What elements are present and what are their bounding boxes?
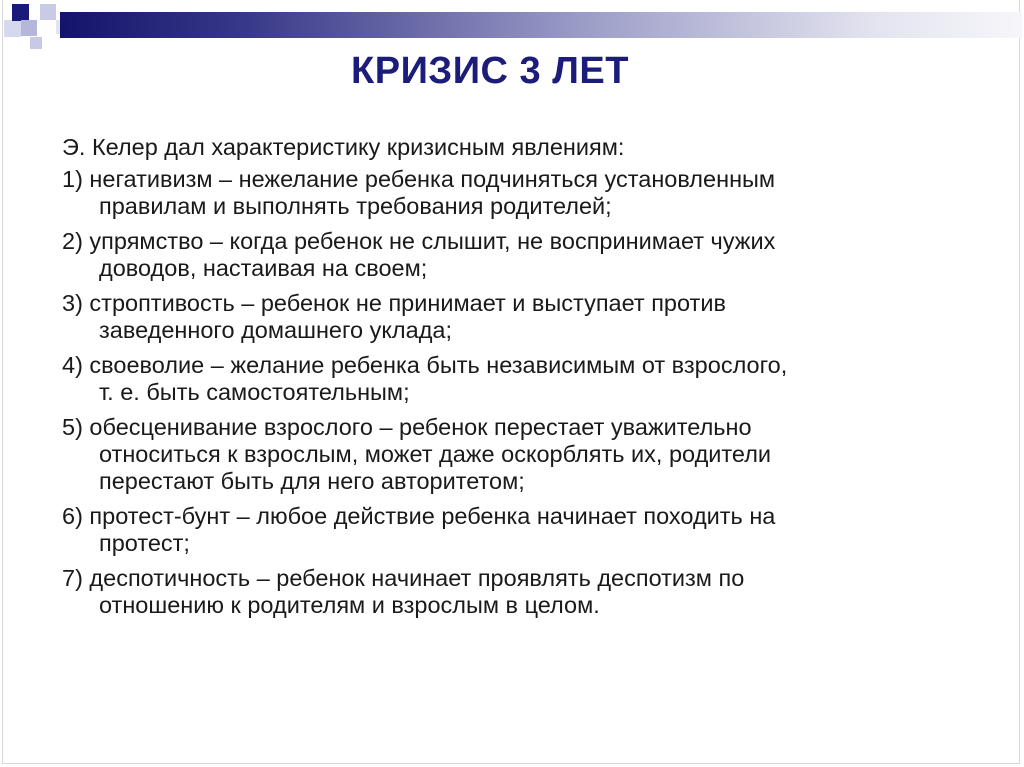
list-item-text: 6) протест-бунт – любое действие ребенка начинает походить на: [62, 503, 776, 529]
list-item: [62, 414, 962, 495]
list-item-continuation: относиться к взрослым, может даже оскорблять их, родители: [99, 441, 772, 467]
list-item-continuation: перестают быть для него авторитетом;: [99, 468, 525, 494]
list-item: [62, 503, 962, 557]
decorative-square: [40, 4, 56, 20]
list-item: [62, 228, 962, 282]
list-item-text: 1) негативизм – нежелание ребенка подчиняться установленным: [62, 166, 776, 192]
list-item: [62, 290, 962, 344]
decorative-square: [21, 20, 37, 36]
list-item-text: 5) обесценивание взрослого – ребенок перестает уважительно: [62, 414, 752, 440]
decorative-square: [30, 37, 42, 49]
decorative-square: [4, 20, 21, 37]
list-item-continuation: правилам и выполнять требования родителей;: [99, 193, 612, 219]
list-item: [62, 166, 962, 220]
list-item-continuation: заведенного домашнего уклада;: [99, 317, 453, 343]
intro-text: Э. Келер дал характеристику кризисным явлениям:: [62, 134, 625, 160]
slide-body: [62, 134, 962, 627]
list-item: [62, 352, 962, 406]
list-item-text: 3) строптивость – ребенок не принимает и выступает против: [62, 290, 726, 316]
list-item-continuation: протест;: [99, 530, 190, 556]
slide-title: КРИЗИС 3 ЛЕТ: [351, 50, 629, 92]
list-item-text: 7) деспотичность – ребенок начинает проявлять деспотизм по: [62, 565, 745, 591]
list-item-continuation: т. е. быть самостоятельным;: [99, 379, 410, 405]
header-gradient-bar: [60, 12, 1022, 38]
list-item-text: 4) своеволие – желание ребенка быть независимым от взрослого,: [62, 352, 788, 378]
list-item-continuation: отношению к родителям и взрослым в целом.: [99, 592, 600, 618]
decorative-square: [12, 4, 29, 21]
list-item-text: 2) упрямство – когда ребенок не слышит, не воспринимает чужих: [62, 228, 776, 254]
list-item-continuation: доводов, настаивая на своем;: [99, 255, 428, 281]
list-item: [62, 565, 962, 619]
